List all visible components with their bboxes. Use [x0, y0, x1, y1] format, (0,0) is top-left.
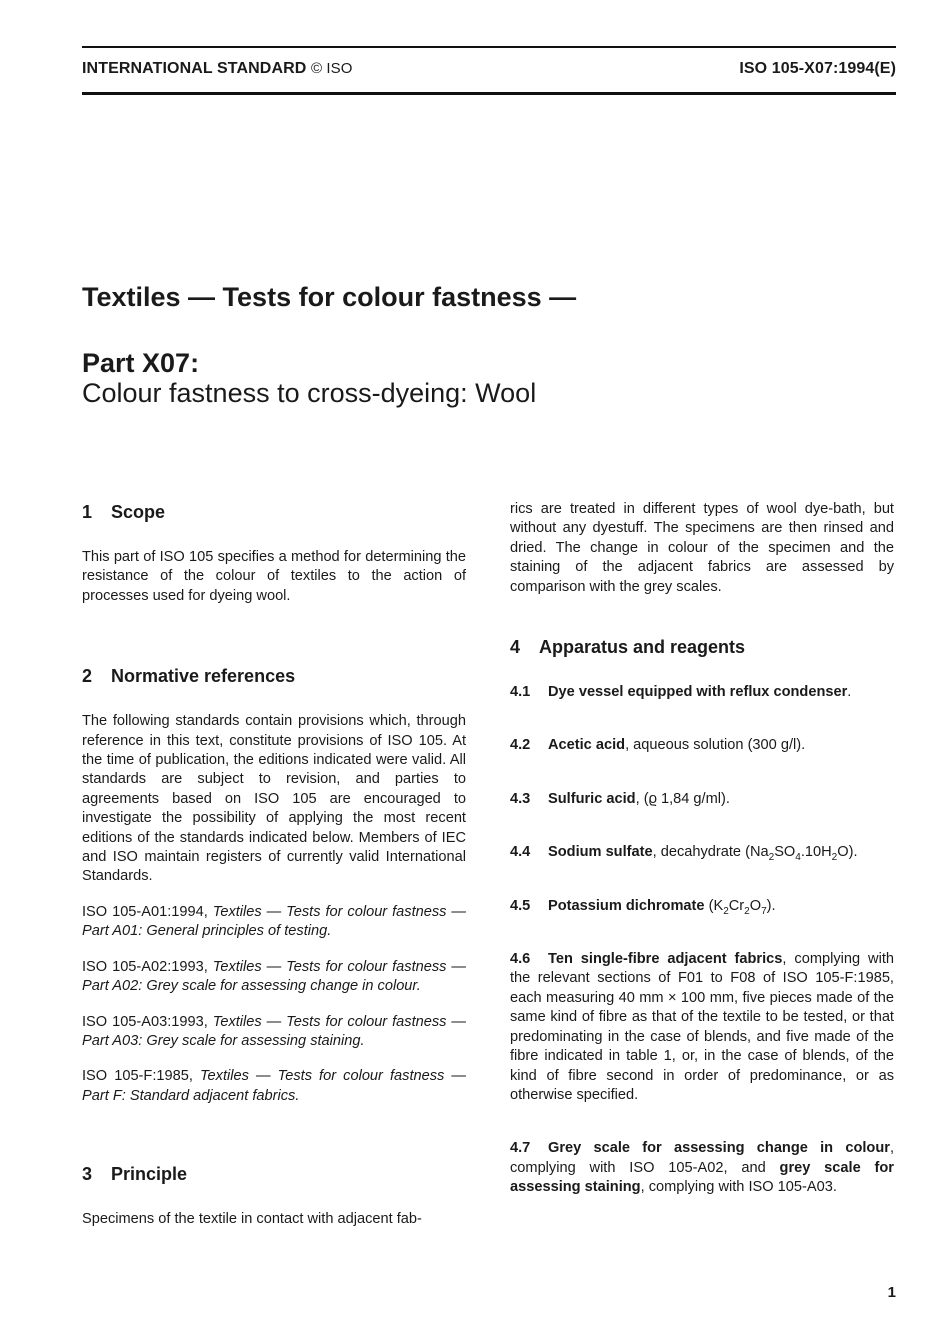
header-copyright: © ISO	[310, 60, 353, 77]
document-subtitle: Colour fastness to cross-dyeing: Wool	[82, 378, 537, 408]
apparatus-item-4-3: 4.3 Sulfuric acid, (ϱ 1,84 g/ml).	[510, 790, 730, 807]
section-heading-apparatus: 4 Apparatus and reagents	[510, 637, 746, 658]
left-column	[82, 500, 466, 1230]
header-bottom-rule	[82, 92, 896, 95]
header-standard-label: INTERNATIONAL STANDARD	[82, 60, 307, 77]
section-heading-scope: 1 Scope	[82, 502, 166, 522]
reference-item: ISO 105-A01:1994, Textiles — Tests for colour fastness — Part A01: General principles of testing.	[82, 903, 466, 940]
section-heading-principle: 3 Principle	[82, 1164, 188, 1185]
document-part: Part X07:	[82, 348, 200, 378]
principle-text-continued: rics are treated in different types of wool dye-bath, but without any dyestuff. The specimens are then rinsed and dried. The change in colour of the specimen and the staining of the adjacent fabrics are assessed by comparison with the grey scales.	[510, 501, 894, 595]
apparatus-item-4-6: 4.6 Ten single-fibre adjacent fabrics, complying with the relevant sections of F01 to F08 of ISO 105-F:1985, each measuring 40 mm × 100 mm, five pieces made of the same kind of fibre as that of the textile to be tested, or that predominating in the case of blends, and five made of the fibre indicated in table 1, or, in the case of blends, of the kind of fibre second in order of predominance, or as otherwise specified.	[510, 951, 894, 1103]
apparatus-item-4-2: 4.2 Acetic acid, aqueous solution (300 g/l).	[510, 737, 806, 754]
page-number: 1	[887, 1284, 896, 1301]
header-document-id: ISO 105-X07:1994(E)	[739, 60, 896, 77]
apparatus-item-4-7: 4.7 Grey scale for assessing change in colour, complying with ISO 105-A02, and grey scale for assessing staining, complying with ISO 105-A03.	[510, 1140, 894, 1196]
reference-item: ISO 105-F:1985, Textiles — Tests for colour fastness — Part F: Standard adjacent fabrics.	[82, 1068, 466, 1104]
document-title: Textiles — Tests for colour fastness —	[82, 282, 577, 312]
normative-text: The following standards contain provisions which, through reference in this text, constitute provisions of ISO 105. At the time of publication, the editions indicated were valid. All standards are subject to revision, and parties to agreements based on ISO 105 are encouraged to investigate the possibility of applying the most recent editions of the standards indicated below. Members of IEC and ISO maintain registers of currently valid International Standards.	[82, 713, 466, 885]
reference-item: ISO 105-A02:1993, Textiles — Tests for colour fastness — Part A02: Grey scale for assessing change in colour.	[82, 958, 466, 995]
apparatus-item-4-4: 4.4 Sodium sulfate, decahydrate $(Na_2SO_4.10H_2O)$.	[510, 844, 858, 864]
scope-text: This part of ISO 105 specifies a method for determining the resistance of the colour of textiles to the action of processes used for dyeing wool.	[82, 549, 466, 604]
reference-item: ISO 105-A03:1993, Textiles — Tests for colour fastness — Part A03: Grey scale for assessing staining.	[82, 1013, 466, 1049]
header-left	[82, 60, 353, 78]
right-column	[510, 500, 894, 1198]
section-heading-normative-references: 2 Normative references	[82, 666, 296, 687]
apparatus-item-4-5: 4.5 Potassium dichromate $(K_2Cr_2O_7)$.	[510, 897, 776, 917]
apparatus-item-4-1: 4.1 Dye vessel equipped with reflux condenser.	[510, 684, 852, 701]
header-top-rule	[82, 46, 896, 48]
principle-text-start: Specimens of the textile in contact with adjacent fab-	[82, 1211, 422, 1228]
